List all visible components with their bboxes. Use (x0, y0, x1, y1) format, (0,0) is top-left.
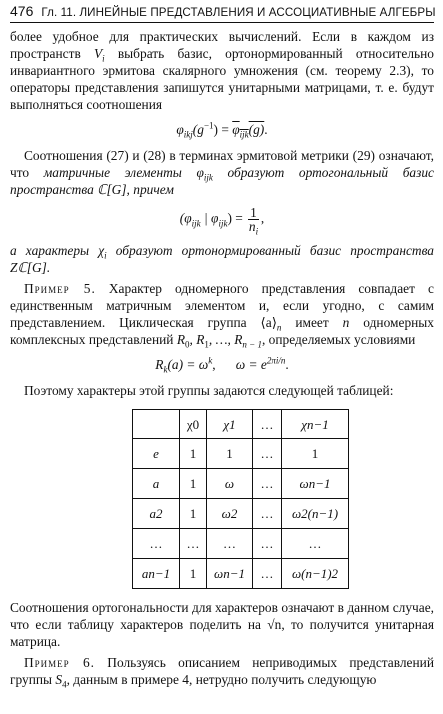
paragraph-1: более удобное для практических вычислений. Если в каждом из пространств $V_i$ выбрать базис, ортонормированный относительно инвариантного эрмитова скалярного умножения (см. теорему 2.3), то операторы представления запишутся унитарными матрицами, т. е. будут выполняться соотношения (10, 29, 434, 112)
table-cell: ωn−1 (282, 469, 349, 499)
table-cell: … (253, 529, 282, 559)
paragraph-5: Соотношения ортогональности для характеров означают в данном случае, что если таблицу характеров поделить на √n, то получится унитарная матрица. (10, 600, 434, 649)
table-cell: e (133, 439, 180, 469)
table-cell: 1 (180, 499, 207, 529)
table-cell: ω2(n−1) (282, 499, 349, 529)
formula-orthogonality: ($\varphi_{ijk}$ | $\varphi_{ijk}$) = $\frac{1}{n_i}$ , (179, 205, 265, 237)
book-page (10, 3, 434, 688)
example-6: Пример 6. Пользуясь описанием неприводимых представлений группы $S_4$, данным в примере 4, нетрудно получить следующую (10, 655, 434, 690)
table-cell: 1 (180, 439, 207, 469)
example-5: Пример 5. Характер одномерного представления совпадает с единственным матричным элементом и, если угодно, с самим представлением. Циклическая группа $⟨a⟩_n$ имеет n одномерных комплексных представлений $R_0$, $R_1$, …, $R_{n - 1}$, определяемых условиями (10, 281, 435, 350)
table-cell: 1 (207, 439, 253, 469)
page-header (10, 3, 434, 23)
table-cell: a2 (133, 499, 180, 529)
table-row (133, 469, 349, 499)
page-number: 476 (10, 3, 34, 19)
table-cell: … (180, 529, 207, 559)
table-cell: … (282, 529, 349, 559)
table-cell: … (253, 469, 282, 499)
example-6-heading: Пример 6. (24, 655, 96, 670)
table-cell: … (253, 410, 282, 439)
formula-unitary: $\varphi_{ikj}(g^{-1}) = \varphi_{ijk}(g)$. (176, 120, 268, 140)
table-header-row (133, 410, 349, 439)
table-row (133, 499, 349, 529)
table-cell: 1 (180, 559, 207, 589)
table-cell: … (253, 499, 282, 529)
table-cell: 1 (180, 469, 207, 499)
formula-representations: $R_k(a) = \omega^k$, $\omega = e^{2\pi i/n}$. (155, 355, 289, 375)
example-5-heading: Пример 5. (24, 281, 96, 296)
table-cell: ω2 (207, 499, 253, 529)
table-cell: χ0 (180, 410, 207, 439)
paragraph-3: а характеры $\chi_i$ образуют ортонормированный базис пространства Zℂ[G]. (10, 243, 434, 275)
table-cell (133, 410, 180, 439)
running-title: Гл. 11. ЛИНЕЙНЫЕ ПРЕДСТАВЛЕНИЯ И АССОЦИАТИВНЫЕ АЛГЕБРЫ (41, 6, 436, 19)
table-cell: … (207, 529, 253, 559)
table-cell: … (253, 559, 282, 589)
table-cell: a (133, 469, 180, 499)
character-table (132, 409, 349, 589)
table-cell: χ1 (207, 410, 253, 439)
table-cell: ωn−1 (207, 559, 253, 589)
table-cell: ω (207, 469, 253, 499)
table-cell: ω(n−1)2 (282, 559, 349, 589)
table-cell: … (133, 529, 180, 559)
table-cell: χn−1 (282, 410, 349, 439)
table-row (133, 439, 349, 469)
paragraph-4: Поэтому характеры этой группы задаются следующей таблицей: (24, 383, 394, 398)
table-cell: an−1 (133, 559, 180, 589)
table-cell: 1 (282, 439, 349, 469)
paragraph-2: Соотношения (27) и (28) в терминах эрмитовой метрики (29) означают, что матричные элементы $\varphi_{ijk}$ образуют ортогональный базис пространства ℂ[G], причем (10, 148, 434, 197)
table-row (133, 529, 349, 559)
table-row (133, 559, 349, 589)
table-cell: … (253, 439, 282, 469)
